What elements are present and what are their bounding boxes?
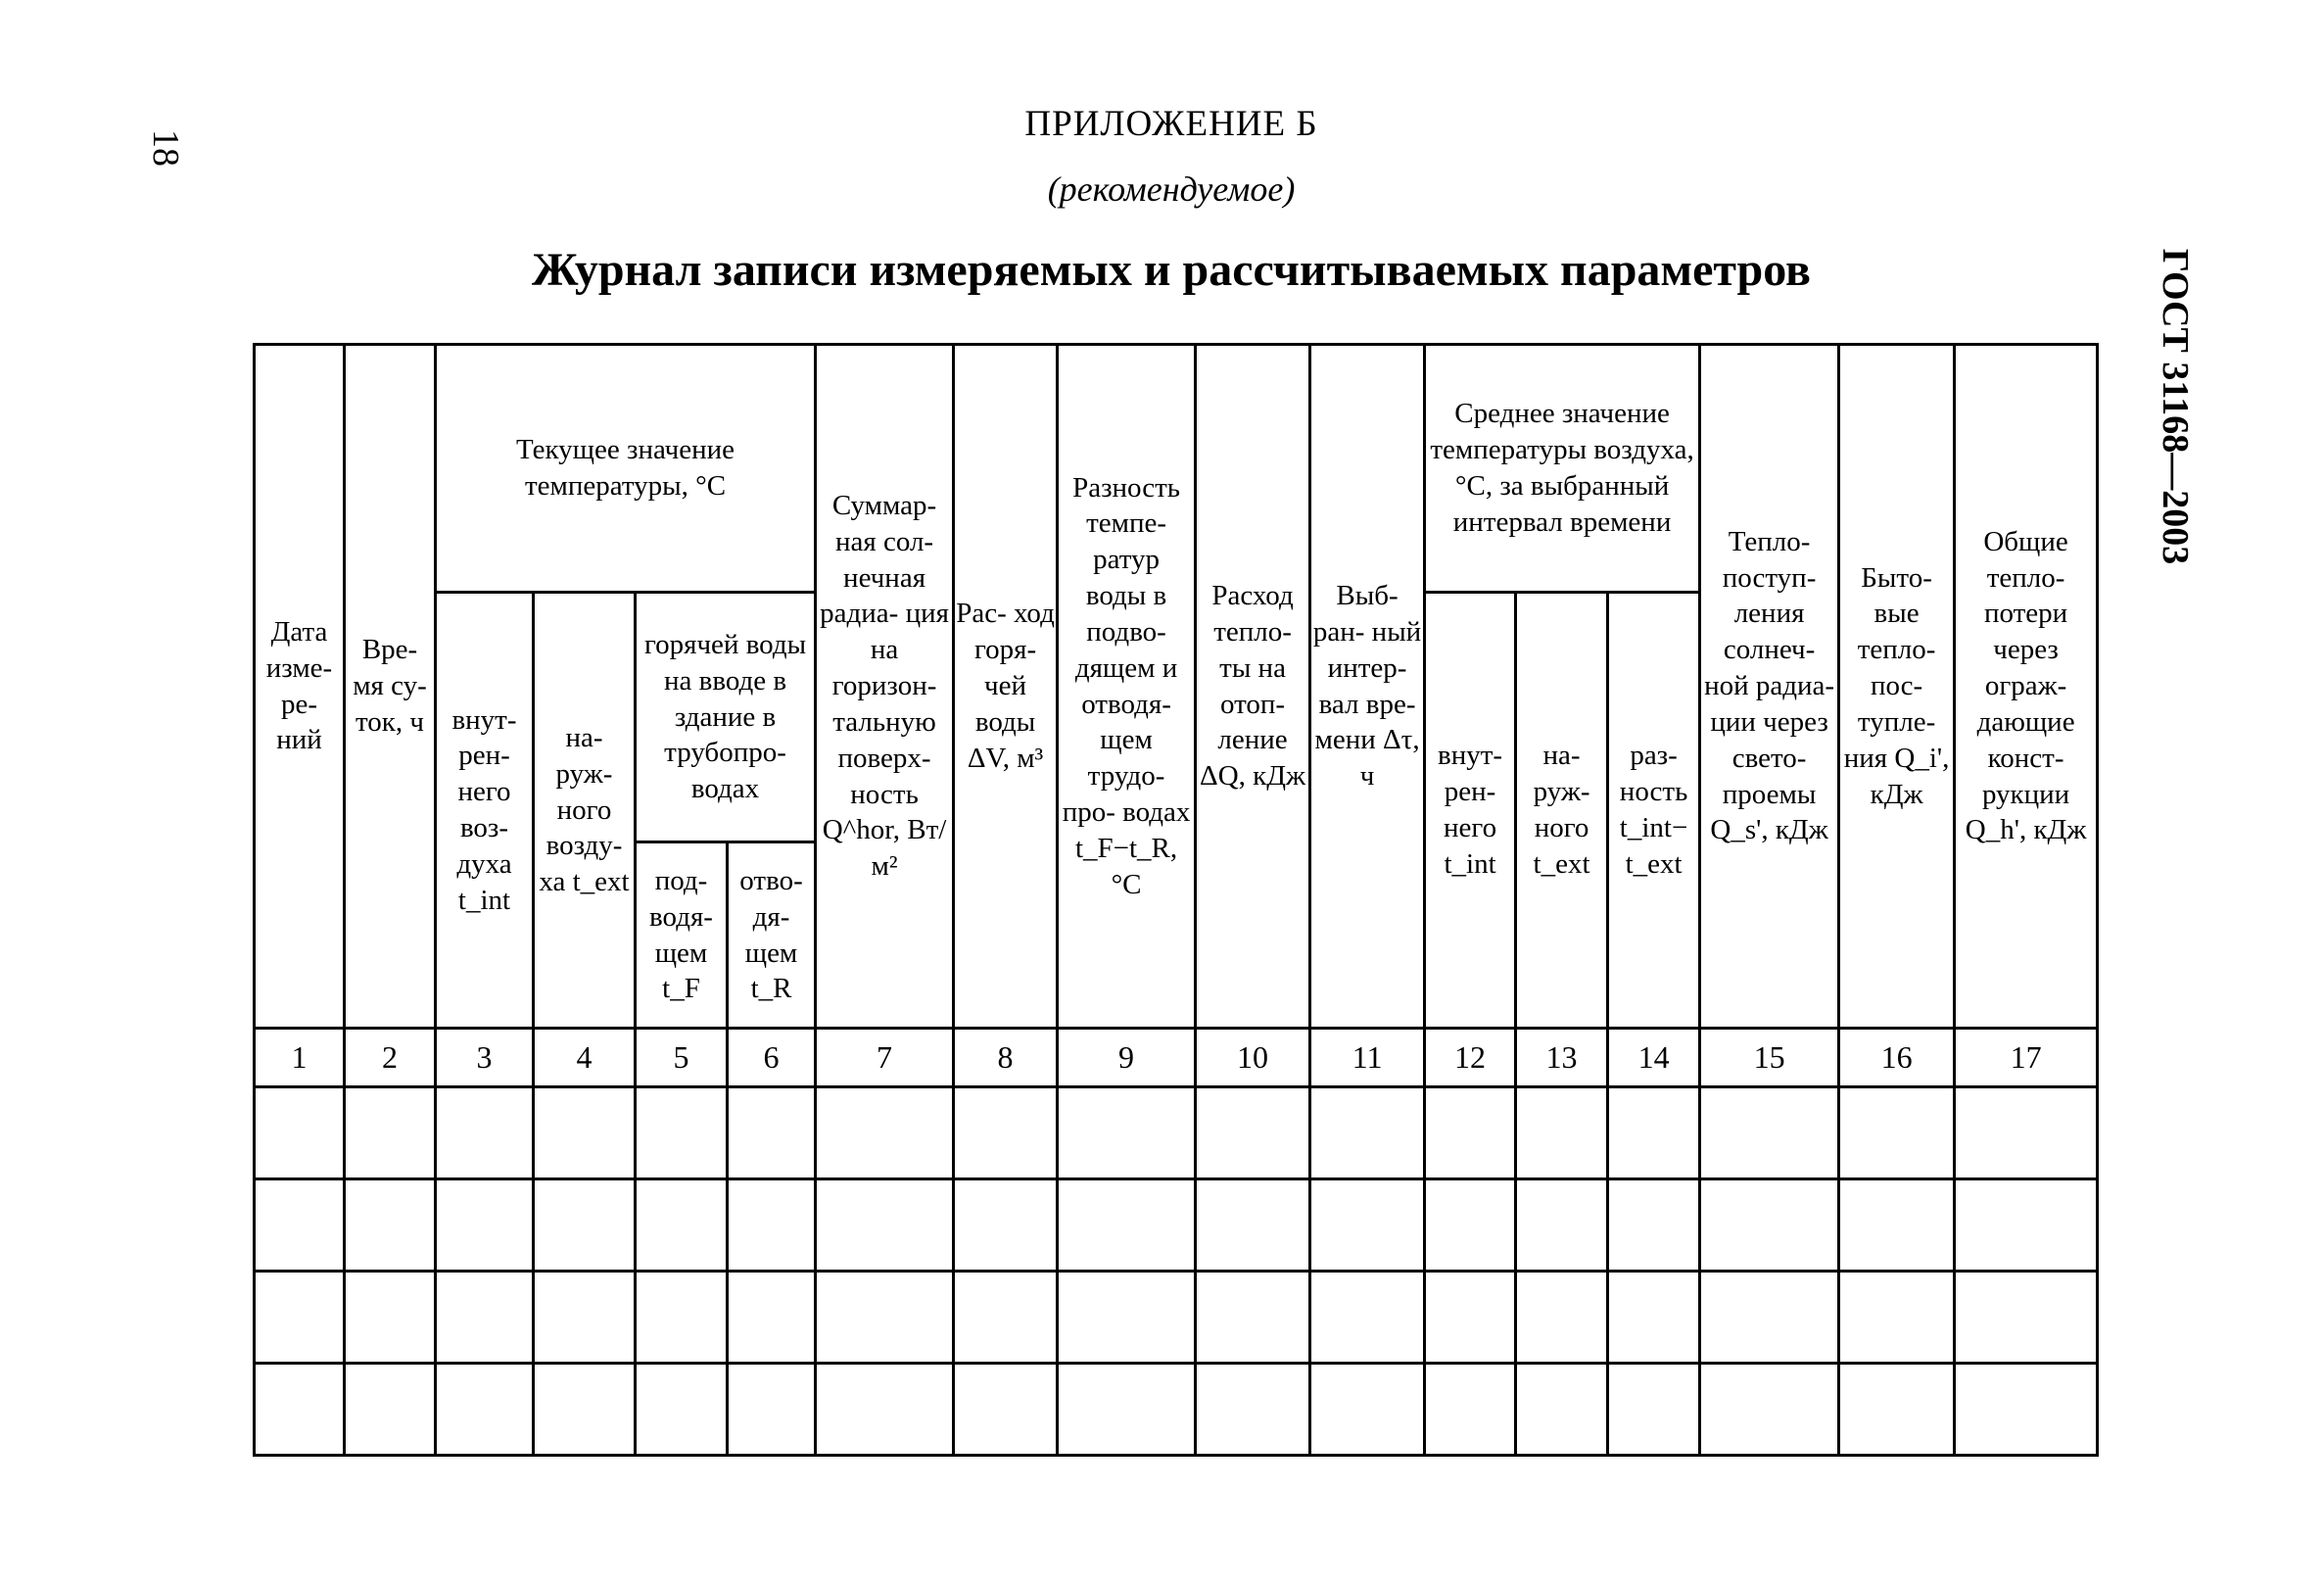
blank-row xyxy=(255,1087,2098,1179)
table-cell[interactable] xyxy=(1700,1087,1839,1179)
header-household-heat-gains: Быто- вые тепло- пос- тупле- ния Q_i', кДж xyxy=(1839,345,1955,1029)
column-number-row xyxy=(255,1029,2098,1087)
table-cell[interactable] xyxy=(1310,1179,1425,1272)
header-row-1 xyxy=(255,345,2098,593)
header-outdoor-air: на- руж- ного возду- ха t_ext xyxy=(534,593,636,1029)
table-cell[interactable] xyxy=(636,1087,728,1179)
column-number-13: 13 xyxy=(1516,1029,1608,1087)
table-cell[interactable] xyxy=(436,1087,534,1179)
table-cell[interactable] xyxy=(816,1179,954,1272)
table-cell[interactable] xyxy=(1196,1364,1310,1456)
table-cell[interactable] xyxy=(255,1272,345,1364)
table-cell[interactable] xyxy=(1196,1179,1310,1272)
table-cell[interactable] xyxy=(1425,1179,1516,1272)
table-cell[interactable] xyxy=(1955,1272,2098,1364)
table-cell[interactable] xyxy=(1516,1179,1608,1272)
table-cell[interactable] xyxy=(1425,1272,1516,1364)
table-cell[interactable] xyxy=(345,1272,436,1364)
table-cell[interactable] xyxy=(345,1364,436,1456)
column-number-4: 4 xyxy=(534,1029,636,1087)
table-cell[interactable] xyxy=(728,1087,816,1179)
table-cell[interactable] xyxy=(1310,1087,1425,1179)
table-cell[interactable] xyxy=(954,1087,1058,1179)
column-number-15: 15 xyxy=(1700,1029,1839,1087)
table-cell[interactable] xyxy=(636,1364,728,1456)
appendix-subtitle: (рекомендуемое) xyxy=(1047,169,1296,209)
column-number-9: 9 xyxy=(1058,1029,1196,1087)
column-number-5: 5 xyxy=(636,1029,728,1087)
header-solar-heat-gains: Тепло- поступ- ления солнеч- ной радиа- ции через свето- проемы Q_s', кДж xyxy=(1700,345,1839,1029)
table-cell[interactable] xyxy=(255,1364,345,1456)
table-cell[interactable] xyxy=(1516,1272,1608,1364)
header-avg-indoor: внут- рен- него t_int xyxy=(1425,593,1516,1029)
table-cell[interactable] xyxy=(534,1364,636,1456)
table-cell[interactable] xyxy=(1608,1364,1700,1456)
table-cell[interactable] xyxy=(1196,1087,1310,1179)
table-cell[interactable] xyxy=(436,1272,534,1364)
table-cell[interactable] xyxy=(954,1272,1058,1364)
header-date-of-measurement: Дата изме- ре- ний xyxy=(255,345,345,1029)
column-number-1: 1 xyxy=(255,1029,345,1087)
header-hot-water-flow: Рас- ход горя- чей воды ΔV, м³ xyxy=(954,345,1058,1029)
column-number-11: 11 xyxy=(1310,1029,1425,1087)
table-cell[interactable] xyxy=(1700,1272,1839,1364)
table-cell[interactable] xyxy=(1310,1272,1425,1364)
table-cell[interactable] xyxy=(954,1364,1058,1456)
table-cell[interactable] xyxy=(728,1179,816,1272)
header-water-temperature-difference: Разность темпе- ратур воды в подво- дящем и отводя- щем трудо- про- водах t_F−t_R, °С xyxy=(1058,345,1196,1029)
appendix-title: ПРИЛОЖЕНИЕ Б xyxy=(1024,104,1318,144)
column-number-17: 17 xyxy=(1955,1029,2098,1087)
table-cell[interactable] xyxy=(1955,1364,2098,1456)
table-cell[interactable] xyxy=(816,1272,954,1364)
column-number-8: 8 xyxy=(954,1029,1058,1087)
table-cell[interactable] xyxy=(1058,1272,1196,1364)
header-time-interval: Выб- ран- ный интер- вал вре- мени Δτ, ч xyxy=(1310,345,1425,1029)
column-number-12: 12 xyxy=(1425,1029,1516,1087)
table-cell[interactable] xyxy=(534,1087,636,1179)
column-number-14: 14 xyxy=(1608,1029,1700,1087)
column-number-6: 6 xyxy=(728,1029,816,1087)
header-total-heat-losses: Общие тепло- потери через ограж- дающие конст- рукции Q_h', кДж xyxy=(1955,345,2098,1029)
table-cell[interactable] xyxy=(1608,1179,1700,1272)
table-cell[interactable] xyxy=(1700,1364,1839,1456)
table-cell[interactable] xyxy=(1839,1179,1955,1272)
table-cell[interactable] xyxy=(1608,1272,1700,1364)
column-number-7: 7 xyxy=(816,1029,954,1087)
table-cell[interactable] xyxy=(1516,1087,1608,1179)
table-cell[interactable] xyxy=(1058,1179,1196,1272)
table-cell[interactable] xyxy=(1839,1087,1955,1179)
header-average-temperature-group: Среднее значение температуры воздуха, °С, за выбранный интервал времени xyxy=(1425,345,1700,593)
table-cell[interactable] xyxy=(1425,1087,1516,1179)
table-cell[interactable] xyxy=(1839,1272,1955,1364)
header-heat-consumption: Расход тепло- ты на отоп- ление ΔQ, кДж xyxy=(1196,345,1310,1029)
table-cell[interactable] xyxy=(954,1179,1058,1272)
header-hot-water-group: горячей воды на вводе в здание в трубопро- водах xyxy=(636,593,816,842)
standard-designation: ГОСТ 31168—2003 xyxy=(2155,248,2196,565)
table-cell[interactable] xyxy=(436,1364,534,1456)
table-cell[interactable] xyxy=(436,1179,534,1272)
column-number-2: 2 xyxy=(345,1029,436,1087)
table-cell[interactable] xyxy=(636,1272,728,1364)
table-cell[interactable] xyxy=(1058,1087,1196,1179)
table-cell[interactable] xyxy=(345,1087,436,1179)
measurement-log-table xyxy=(253,343,2099,1457)
header-supply-pipe: под- водя- щем t_F xyxy=(636,842,728,1029)
journal-title: Журнал записи измеряемых и рассчитываемых параметров xyxy=(532,244,1811,296)
column-number-10: 10 xyxy=(1196,1029,1310,1087)
header-avg-difference: раз- ность t_int− t_ext xyxy=(1608,593,1700,1029)
header-indoor-air: внут- рен- него воз- духа t_int xyxy=(436,593,534,1029)
header-time-of-day: Вре- мя су- ток, ч xyxy=(345,345,436,1029)
table-cell[interactable] xyxy=(728,1364,816,1456)
table-cell[interactable] xyxy=(1058,1364,1196,1456)
table-cell[interactable] xyxy=(255,1179,345,1272)
table-cell[interactable] xyxy=(1955,1087,2098,1179)
header-return-pipe: отво- дя- щем t_R xyxy=(728,842,816,1029)
table-cell[interactable] xyxy=(1516,1364,1608,1456)
table-cell[interactable] xyxy=(1310,1364,1425,1456)
blank-row xyxy=(255,1179,2098,1272)
blank-row xyxy=(255,1272,2098,1364)
table-cell[interactable] xyxy=(816,1364,954,1456)
table-cell[interactable] xyxy=(255,1087,345,1179)
table-cell[interactable] xyxy=(1839,1364,1955,1456)
header-avg-outdoor: на- руж- ного t_ext xyxy=(1516,593,1608,1029)
table-cell[interactable] xyxy=(816,1087,954,1179)
header-solar-radiation: Суммар- ная сол- нечная радиа- ция на горизон- тальную поверх- ность Q^hor, Вт/м² xyxy=(816,345,954,1029)
table-cell[interactable] xyxy=(728,1272,816,1364)
table-cell[interactable] xyxy=(345,1179,436,1272)
column-number-16: 16 xyxy=(1839,1029,1955,1087)
page-number: 18 xyxy=(145,129,186,167)
table-cell[interactable] xyxy=(534,1272,636,1364)
table-cell[interactable] xyxy=(1196,1272,1310,1364)
table-cell[interactable] xyxy=(1608,1087,1700,1179)
table-cell[interactable] xyxy=(1700,1179,1839,1272)
table-cell[interactable] xyxy=(636,1179,728,1272)
header-current-temperature-group: Текущее значение температуры, °С xyxy=(436,345,816,593)
table-cell[interactable] xyxy=(1955,1179,2098,1272)
table-cell[interactable] xyxy=(534,1179,636,1272)
column-number-3: 3 xyxy=(436,1029,534,1087)
table-cell[interactable] xyxy=(1425,1364,1516,1456)
blank-row xyxy=(255,1364,2098,1456)
